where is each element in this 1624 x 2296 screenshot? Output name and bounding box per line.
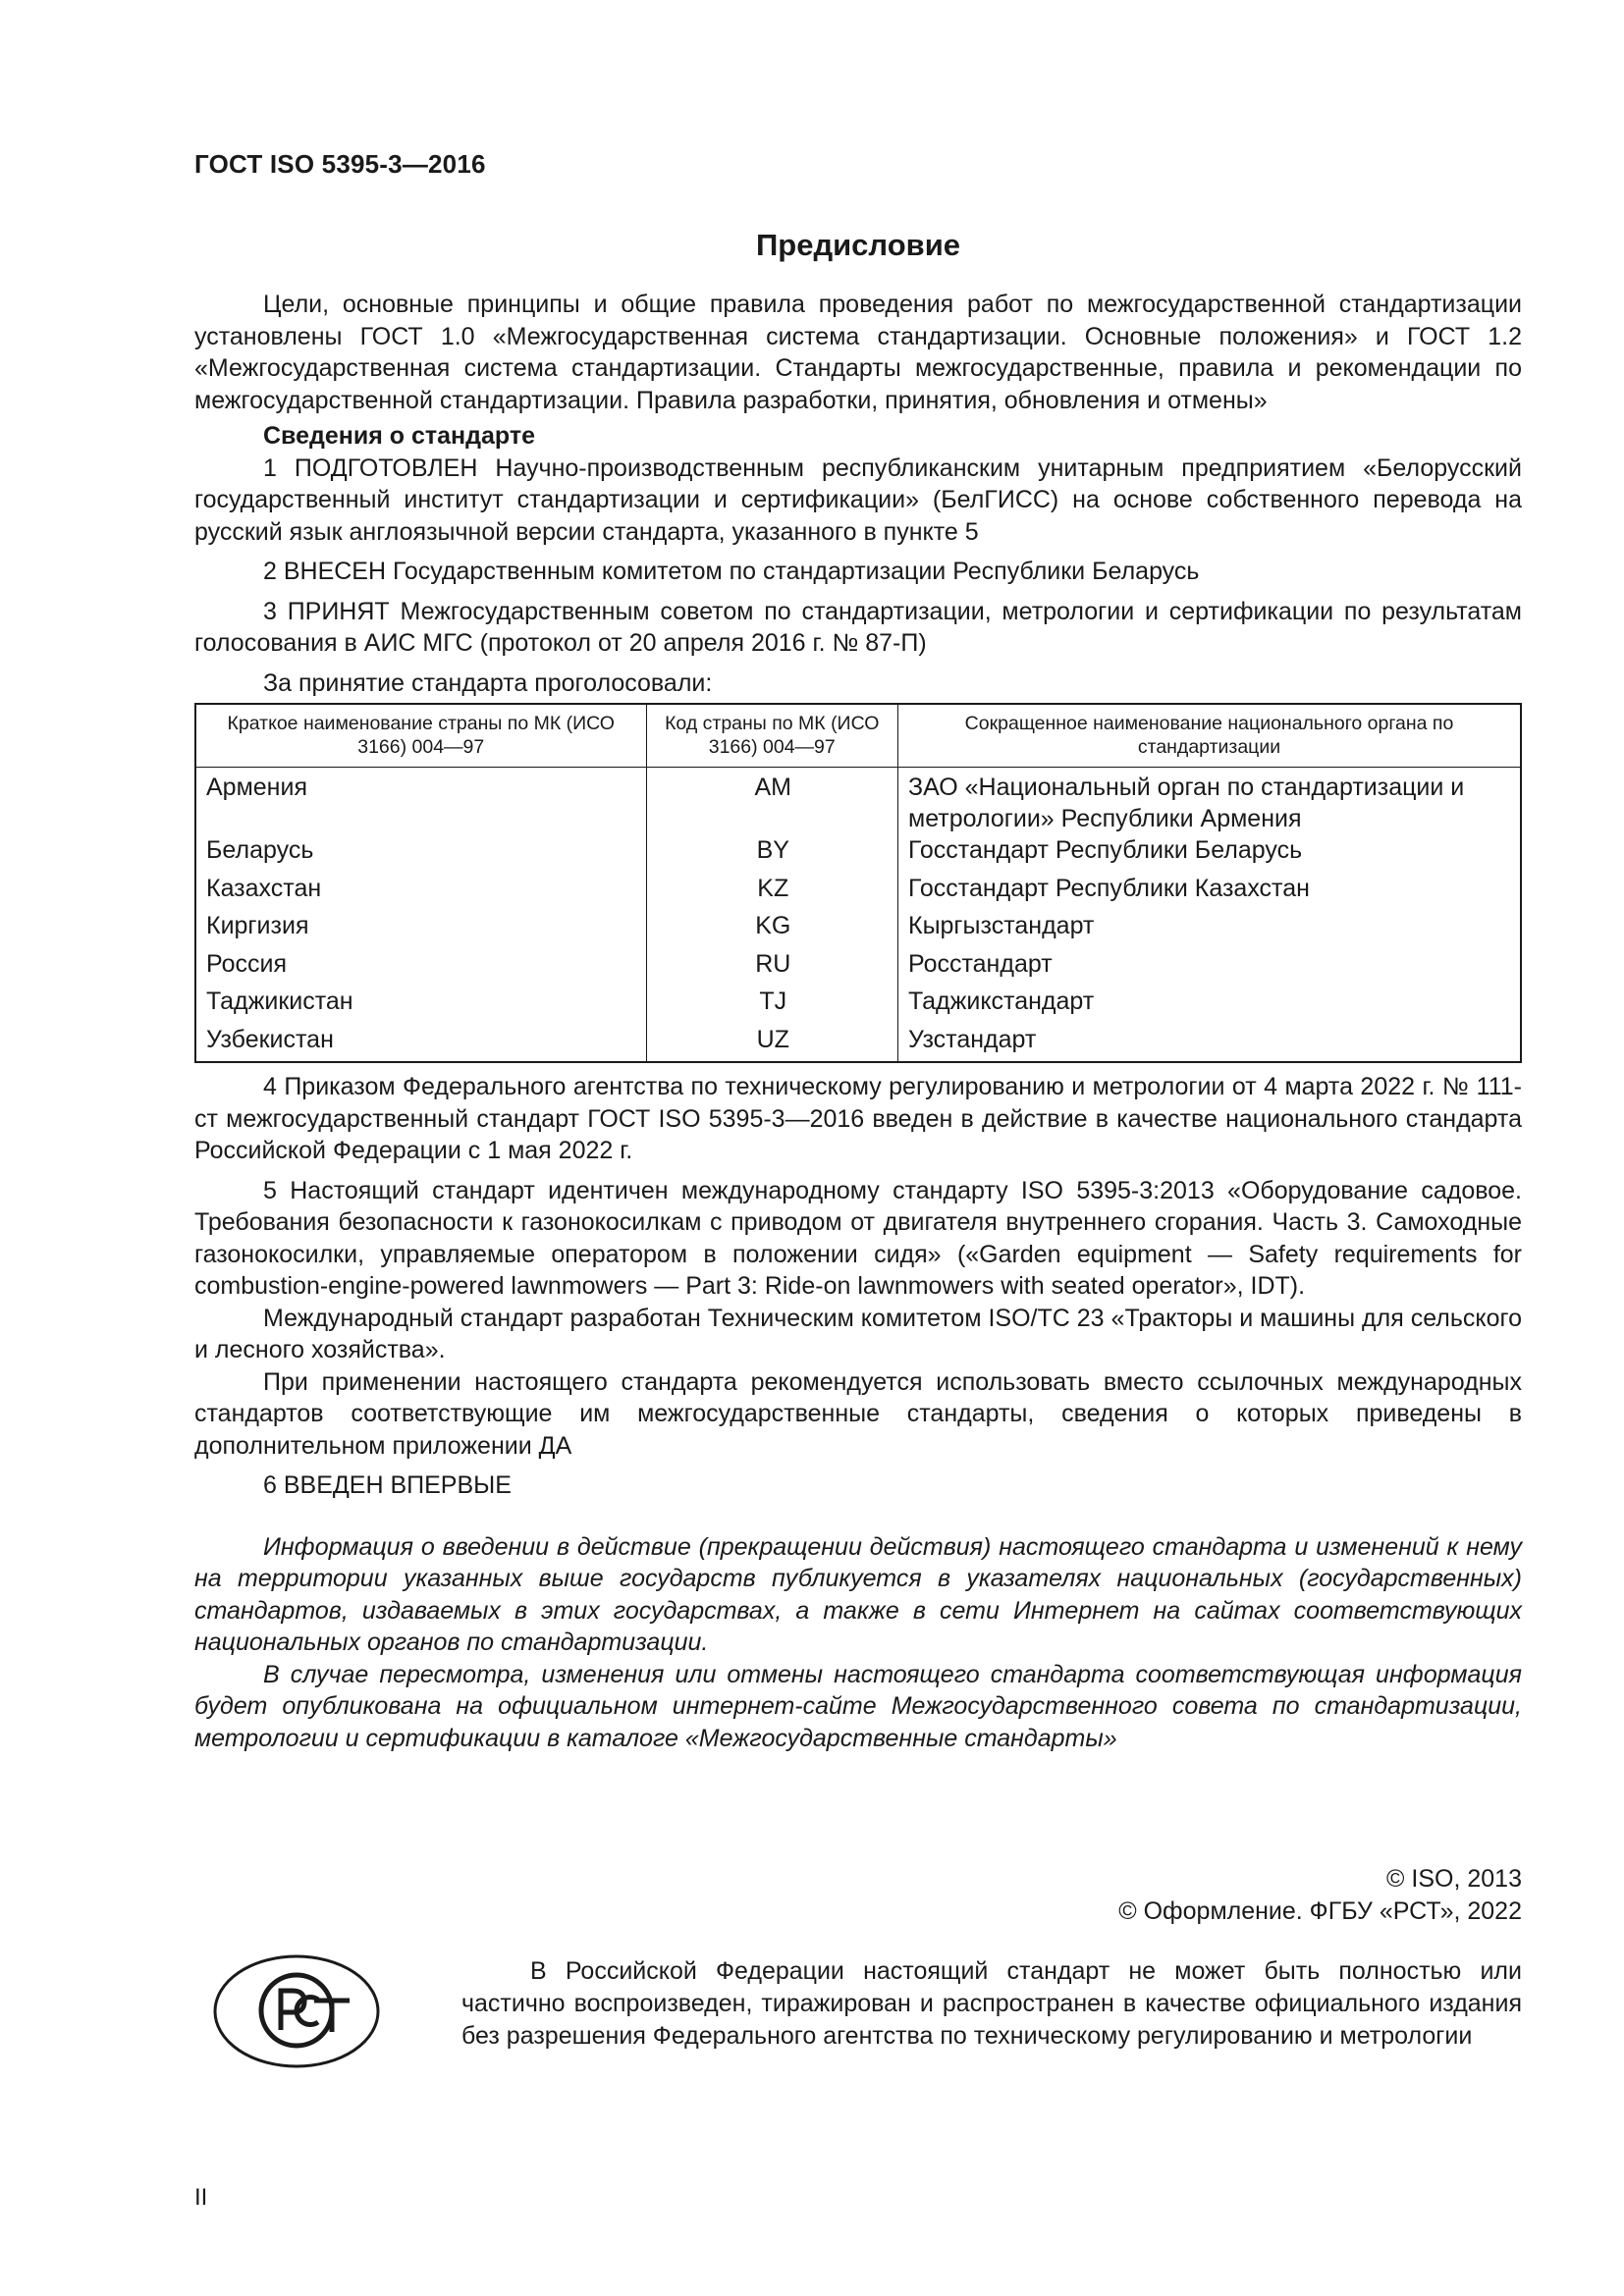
country-cell: Казахстан bbox=[195, 873, 646, 911]
column-header-code: Код страны по МК (ИСО 3166) 004—97 bbox=[646, 704, 898, 768]
code-cell: TJ bbox=[646, 986, 898, 1024]
body-cell: Госстандарт Республики Беларусь bbox=[898, 834, 1522, 873]
country-cell: Беларусь bbox=[195, 834, 646, 873]
pct-certification-mark-icon bbox=[212, 1953, 381, 2069]
item-submitted: 2 ВНЕСЕН Государственным комитетом по стандартизации Республики Беларусь bbox=[263, 558, 1200, 585]
body-cell: Росстандарт bbox=[898, 948, 1522, 987]
item-references-note: При применении настоящего стандарта рекомендуется использовать вместо ссылочных международных стандартов соответствующие им межгосударственные стандарты, сведения о которых приведены в дополнительном приложении ДА bbox=[194, 1367, 1522, 1460]
revision-italic-paragraph: В случае пересмотра, изменения или отмены настоящего стандарта соответствующая информация будет опубликована на официальном интернет-сайте Межгосударственного совета по стандартизации, метрологии и сертификации в каталоге «Межгосударственные стандарты» bbox=[194, 1660, 1522, 1752]
country-cell: Киргизия bbox=[195, 910, 646, 948]
voting-table bbox=[194, 703, 1522, 1063]
table-row bbox=[195, 948, 1521, 987]
body-cell: Госстандарт Республики Казахстан bbox=[898, 873, 1522, 911]
code-cell: BY bbox=[646, 834, 898, 873]
code-cell: RU bbox=[646, 948, 898, 987]
voted-label: За принятие стандарта проголосовали: bbox=[263, 668, 713, 697]
page-title: Предисловие bbox=[755, 228, 960, 262]
country-cell: Армения bbox=[195, 768, 646, 835]
copyright-iso: © ISO, 2013 bbox=[1386, 1865, 1522, 1893]
code-cell: AM bbox=[646, 768, 898, 835]
reproduction-notice: В Российской Федерации настоящий стандарт не может быть полностью или частично воспроизведен, тиражирован и распространен в качестве официального издания без разрешения Федерального агентства по техническому регулированию и метрологии bbox=[461, 1957, 1522, 2050]
column-header-country: Краткое наименование страны по МК (ИСО 3166) 004—97 bbox=[195, 704, 646, 768]
page-number: II bbox=[194, 2184, 208, 2211]
item-prepared: 1 ПОДГОТОВЛЕН Научно-производственным республиканским унитарным предприятием «Белорусский государственный институт стандартизации и сертификации» (БелГИСС) на основе собственного перевода на русский язык англоязычной версии стандарта, указанного в пункте 5 bbox=[194, 454, 1522, 546]
table-row bbox=[195, 986, 1521, 1024]
preface-body bbox=[194, 289, 1522, 1754]
code-cell: KG bbox=[646, 910, 898, 948]
code-cell: UZ bbox=[646, 1024, 898, 1063]
table-row bbox=[195, 768, 1521, 835]
item-identical: 5 Настоящий стандарт идентичен международному стандарту ISO 5395-3:2013 «Оборудование садовое. Требования безопасности к газонокосилкам с приводом от двигателя внутреннего сгорания. Часть 3. Самоходные газонокосилки, управляемые оператором в положении сидя» («Garden equipment — Safety requirements for combustion-engine-powered lawnmowers — Part 3: Ride-on lawnmowers with seated operator», IDT). bbox=[194, 1176, 1522, 1300]
document-code: ГОСТ ISO 5395-3—2016 bbox=[194, 149, 486, 179]
country-cell: Россия bbox=[195, 948, 646, 987]
item-enacted: 4 Приказом Федерального агентства по техническому регулированию и метрологии от 4 марта 2022 г. № 111-ст межгосударственный стандарт ГОСТ ISO 5395-3—2016 введен в действие в качестве национального стандарта Российской Федерации с 1 мая 2022 г. bbox=[194, 1073, 1522, 1164]
item-tc-note: Международный стандарт разработан Техническим комитетом ISO/TC 23 «Тракторы и машины для сельского и лесного хозяйства». bbox=[194, 1304, 1522, 1363]
table-row bbox=[195, 834, 1521, 873]
section-label: Сведения о стандарте bbox=[263, 422, 536, 450]
table-row bbox=[195, 1024, 1521, 1063]
body-cell: Таджикстандарт bbox=[898, 986, 1522, 1024]
table-header-row bbox=[195, 704, 1521, 768]
table-row bbox=[195, 910, 1521, 948]
body-cell: Кыргызстандарт bbox=[898, 910, 1522, 948]
country-cell: Узбекистан bbox=[195, 1024, 646, 1063]
info-italic-paragraph: Информация о введении в действие (прекращении действия) настоящего стандарта и изменений к нему на территории указанных выше государств публикуется в указателях национальных (государственных) стандартов, издаваемых в этих государствах, а также в сети Интернет на сайтах соответствующих национальных органов по стандартизации. bbox=[194, 1532, 1522, 1656]
country-cell: Таджикистан bbox=[195, 986, 646, 1024]
copyright-block bbox=[1118, 1863, 1522, 1928]
code-cell: KZ bbox=[646, 873, 898, 911]
item-first-introduced: 6 ВВЕДЕН ВПЕРВЫЕ bbox=[263, 1471, 512, 1499]
body-cell: ЗАО «Национальный орган по стандартизации и метрологии» Республики Армения bbox=[898, 768, 1522, 835]
body-cell: Узстандарт bbox=[898, 1024, 1522, 1063]
intro-paragraph: Цели, основные принципы и общие правила проведения работ по межгосударственной стандартизации установлены ГОСТ 1.0 «Межгосударственная система стандартизации. Основные положения» и ГОСТ 1.2 «Межгосударственная система стандартизации. Стандарты межгосударственные, правила и рекомендации по межгосударственной стандартизации. Правила разработки, принятия, обновления и отмены» bbox=[194, 291, 1522, 414]
copyright-design: © Оформление. ФГБУ «РСТ», 2022 bbox=[1118, 1897, 1522, 1925]
column-header-body: Сокращенное наименование национального органа по стандартизации bbox=[898, 704, 1522, 768]
table-row bbox=[195, 873, 1521, 911]
item-adopted: 3 ПРИНЯТ Межгосударственным советом по стандартизации, метрологии и сертификации по результатам голосования в АИС МГС (протокол от 20 апреля 2016 г. № 87-П) bbox=[194, 597, 1522, 657]
